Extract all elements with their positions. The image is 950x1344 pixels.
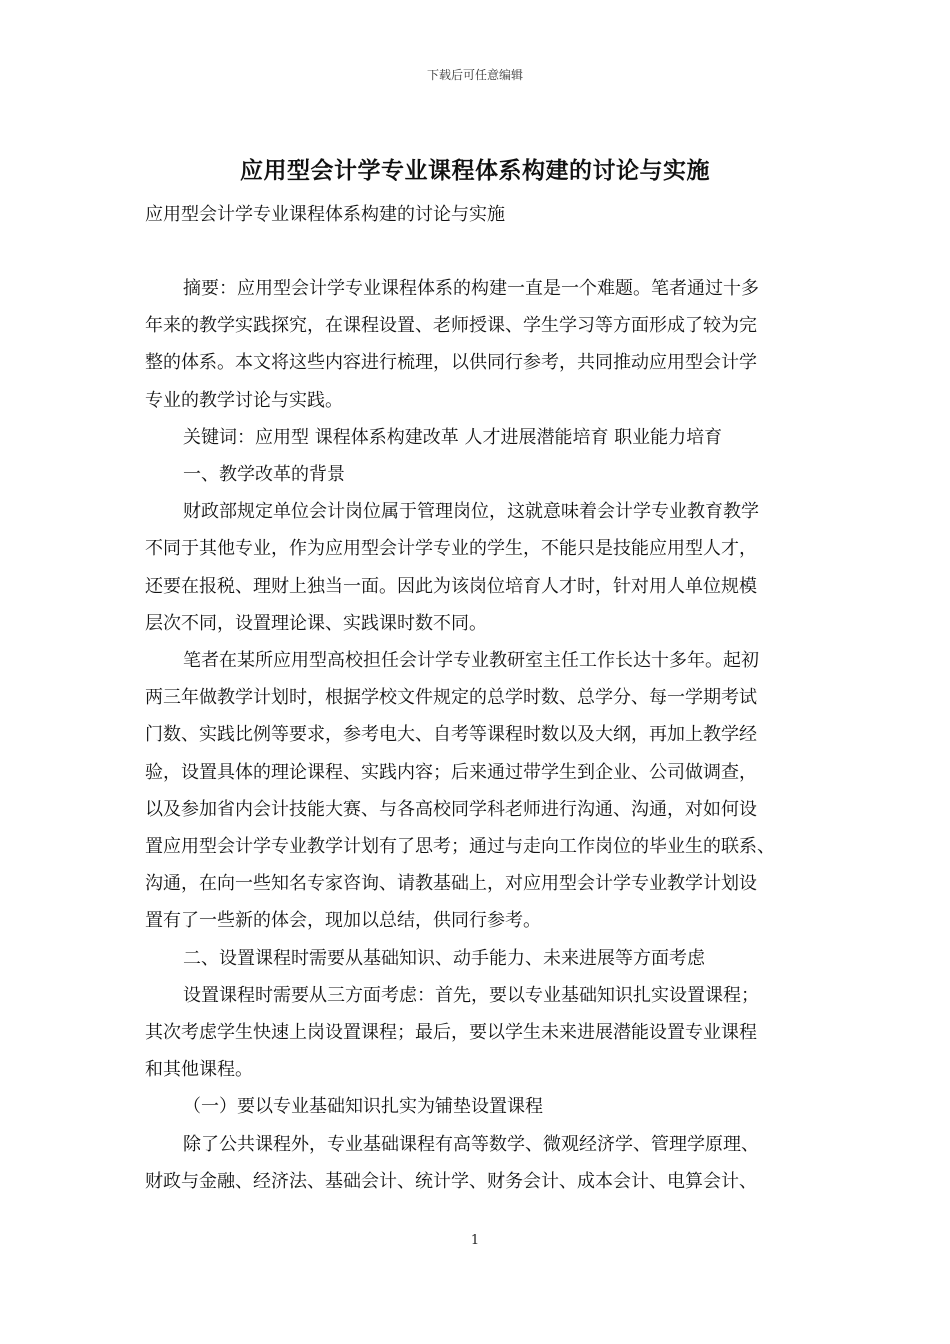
paragraph: 除了公共课程外，专业基础课程有高等数学、微观经济学、管理学原理、 [183,1133,759,1155]
keywords-line: 关键词：应用型 课程体系构建改革 人才进展潜能培育 职业能力培育 [183,426,723,448]
page-header: 下载后可任意编辑 [426,68,523,82]
abstract-continuation: 年来的教学实践探究，在课程设置、老师授课、学生学习等方面形成了较为完 整的体系。本文将这些内容进行梳理，以供同行参考，共同推动应用型会计学 专业的教学讨论与实践。 [145,315,757,411]
document-body [145,270,820,1200]
section-heading-2: 二、设置课程时需要从基础知识、动手能力、未来进展等方面考虑 [183,947,705,969]
page-number: 1 [470,1233,480,1248]
paragraph-continuation: 不同于其他专业，作为应用型会计学专业的学生，不能只是技能应用型人才， 还要在报税、理财上独当一面。因此为该岗位培育人才时，针对用人单位规模 层次不同，设置理论课、实践课时数不同。 [145,538,757,634]
document-subtitle: 应用型会计学专业课程体系构建的讨论与实施 [145,204,505,225]
abstract-paragraph: 摘要：应用型会计学专业课程体系的构建一直是一个难题。笔者通过十多 [183,278,759,299]
paragraph-continuation: 财政与金融、经济法、基础会计、统计学、财务会计、成本会计、电算会计、 [145,1170,757,1192]
paragraph: 设置课程时需要从三方面考虑：首先，要以专业基础知识扎实设置课程； [183,984,759,1006]
section-heading-1: 一、教学改革的背景 [183,464,345,486]
paragraph: 笔者在某所应用型高校担任会计学专业教研室主任工作长达十多年。起初 [183,650,759,672]
paragraph-continuation: 其次考虑学生快速上岗设置课程；最后，要以学生未来进展潜能设置专业课程 和其他课程。 [145,1022,757,1081]
paragraph: 财政部规定单位会计岗位属于管理岗位，这就意味着会计学专业教育教学 [183,501,759,523]
paragraph-continuation: 两三年做教学计划时，根据学校文件规定的总学时数、总学分、每一学期考试 门数、实践比例等要求，参考电大、自考等课程时数以及大纲，再加上教学经 验，设置具体的理论课程、实践内容；后来通过带学生到企业、公司做调查， 以及参加省内会计技能大赛、与各高校同学科老师进行沟通、沟通，对如何设 置应用型会计学专业教学计划有了思考；通过与走向工作岗位的毕业生的联系、 沟通，在向一些知名专家咨询、请教基础上，对应用型会计学专业教学计划设 置有了一些新的体会，现加以总结，供同行参考。 [145,687,775,932]
subsection-heading: （一）要以专业基础知识扎实为铺垫设置课程 [183,1096,543,1118]
document-title: 应用型会计学专业课程体系构建的讨论与实施 [240,157,710,184]
